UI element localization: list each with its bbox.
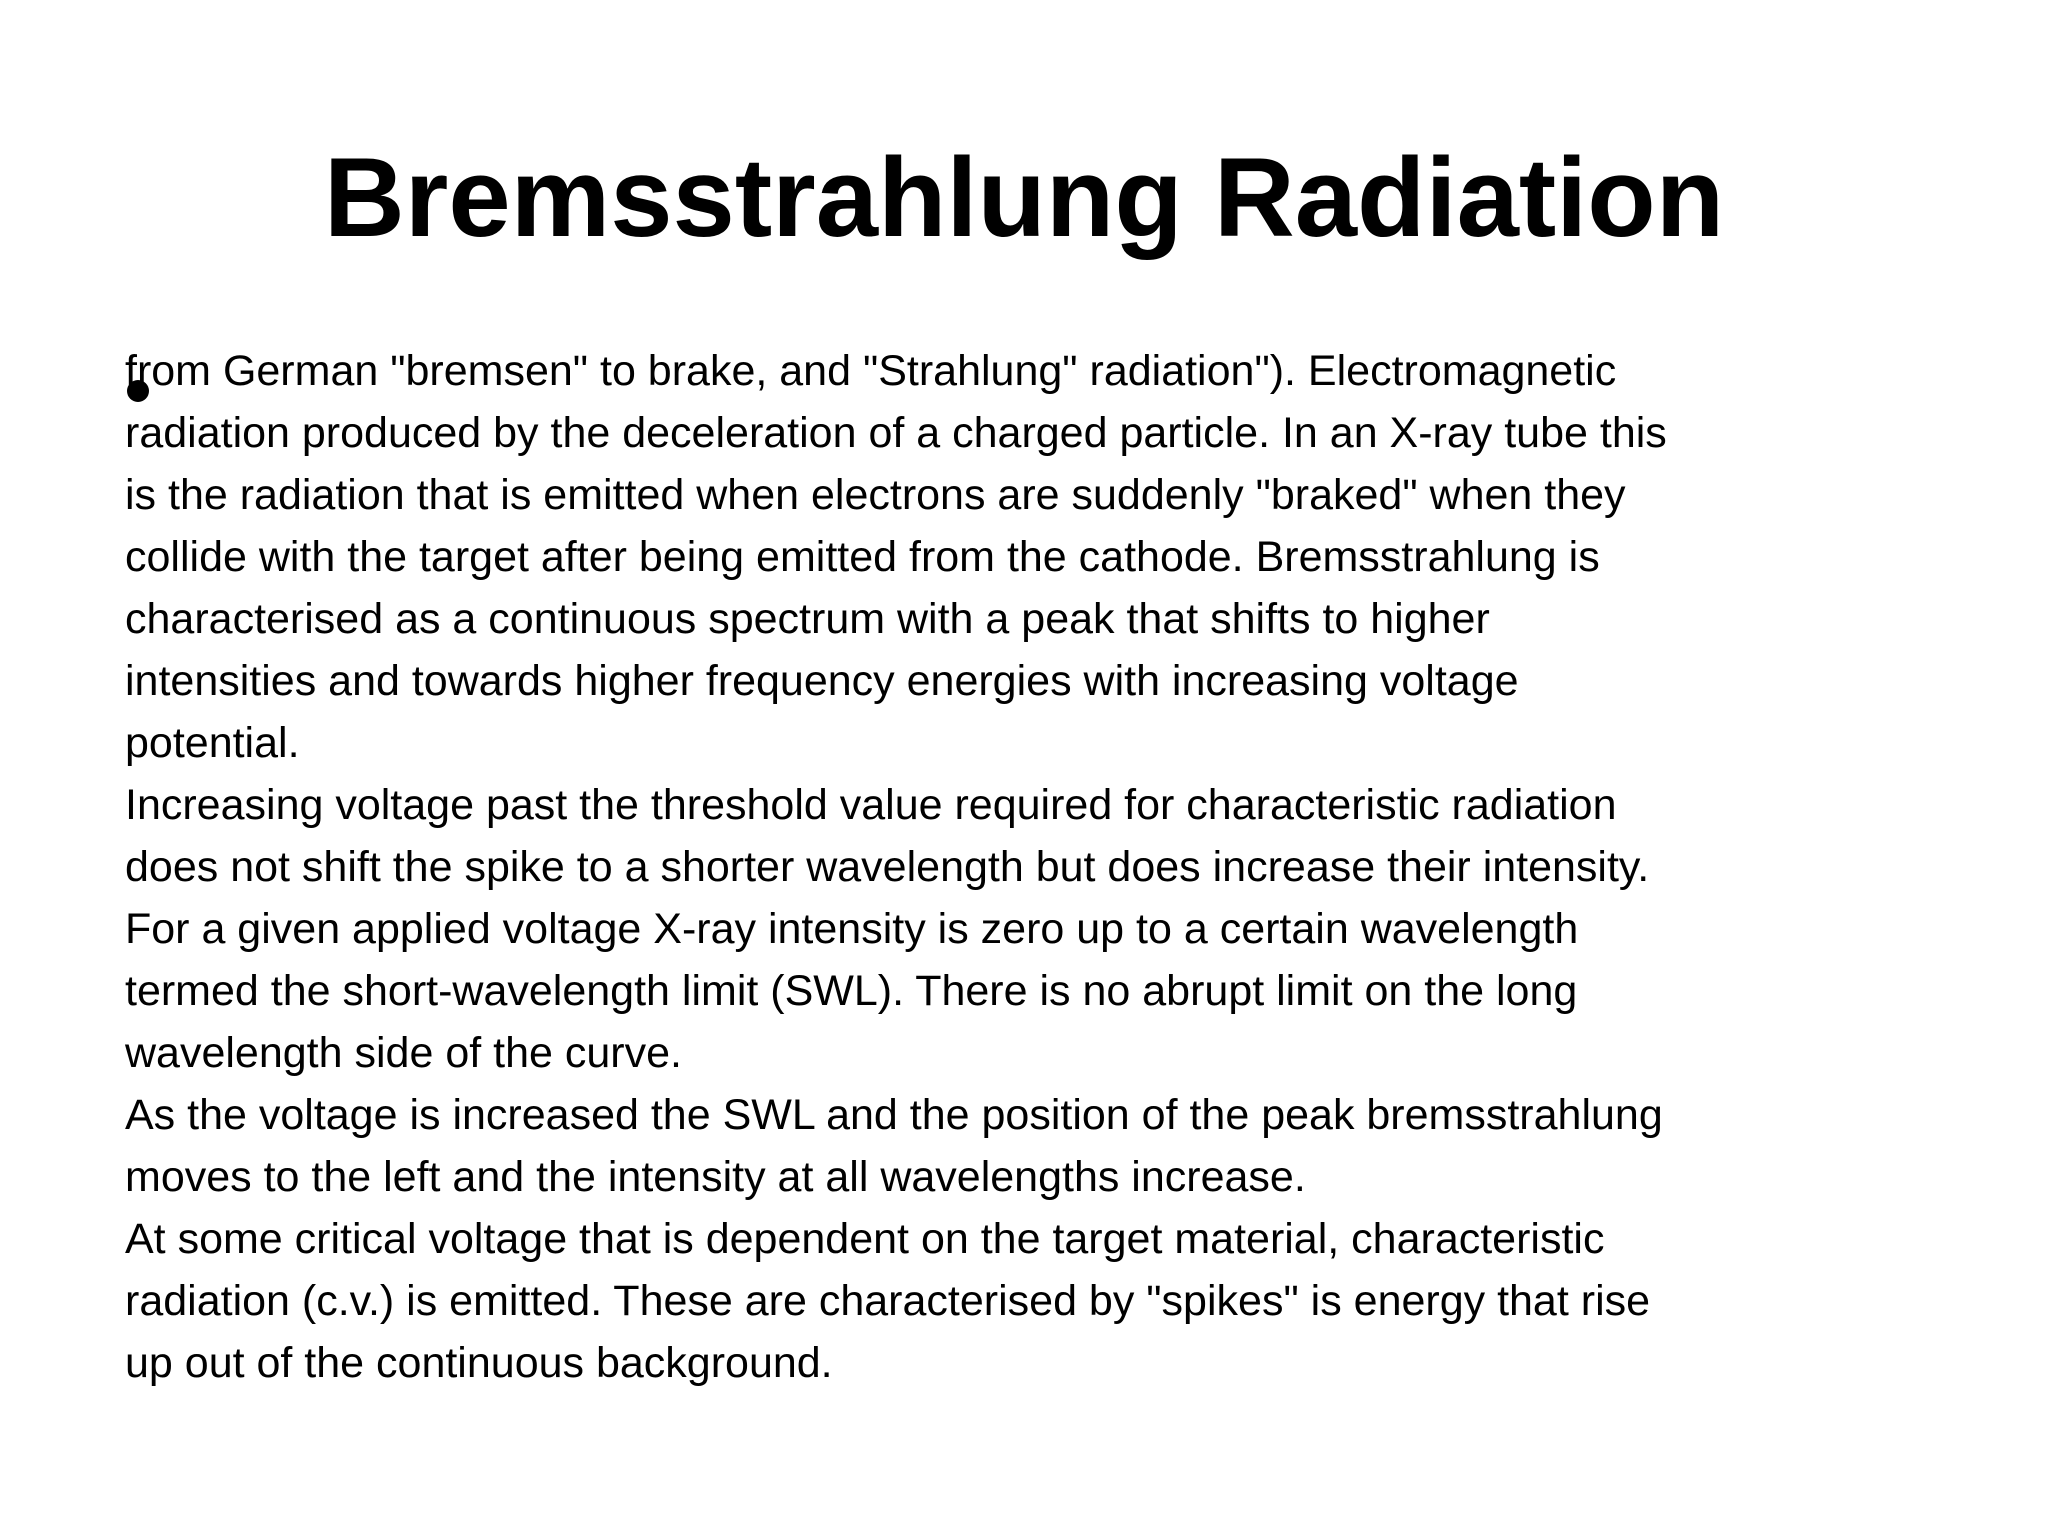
body-line: radiation produced by the deceleration of a charged particle. In an X-ray tube this — [125, 409, 1667, 457]
body-text — [125, 340, 1885, 1394]
body-line: from German "bremsen" to brake, and "Strahlung" radiation"). Electromagnetic — [125, 347, 1617, 395]
body-line: characterised as a continuous spectrum with a peak that shifts to higher — [125, 595, 1490, 643]
body-line: Increasing voltage past the threshold value required for characteristic radiation — [125, 781, 1617, 829]
body-line: wavelength side of the curve. — [125, 1029, 682, 1077]
body-line: radiation (c.v.) is emitted. These are characterised by "spikes" is energy that rise — [125, 1277, 1651, 1325]
body-line: intensities and towards higher frequency energies with increasing voltage — [125, 657, 1519, 705]
body-line: termed the short-wavelength limit (SWL). There is no abrupt limit on the long — [125, 967, 1578, 1015]
body-line: At some critical voltage that is dependent on the target material, characteristic — [125, 1215, 1605, 1263]
body-line: does not shift the spike to a shorter wavelength but does increase their intensity. — [125, 843, 1650, 891]
body-line: is the radiation that is emitted when electrons are suddenly "braked" when they — [125, 471, 1626, 519]
slide-title: Bremsstrahlung Radiation — [323, 135, 1725, 260]
body-line: As the voltage is increased the SWL and the position of the peak bremsstrahlung — [125, 1091, 1663, 1139]
body-line: moves to the left and the intensity at all wavelengths increase. — [125, 1153, 1306, 1201]
body-line: collide with the target after being emitted from the cathode. Bremsstrahlung is — [125, 533, 1600, 581]
body-line: up out of the continuous background. — [125, 1339, 833, 1387]
body-line: potential. — [125, 719, 300, 767]
body-line: For a given applied voltage X-ray intensity is zero up to a certain wavelength — [125, 905, 1579, 953]
